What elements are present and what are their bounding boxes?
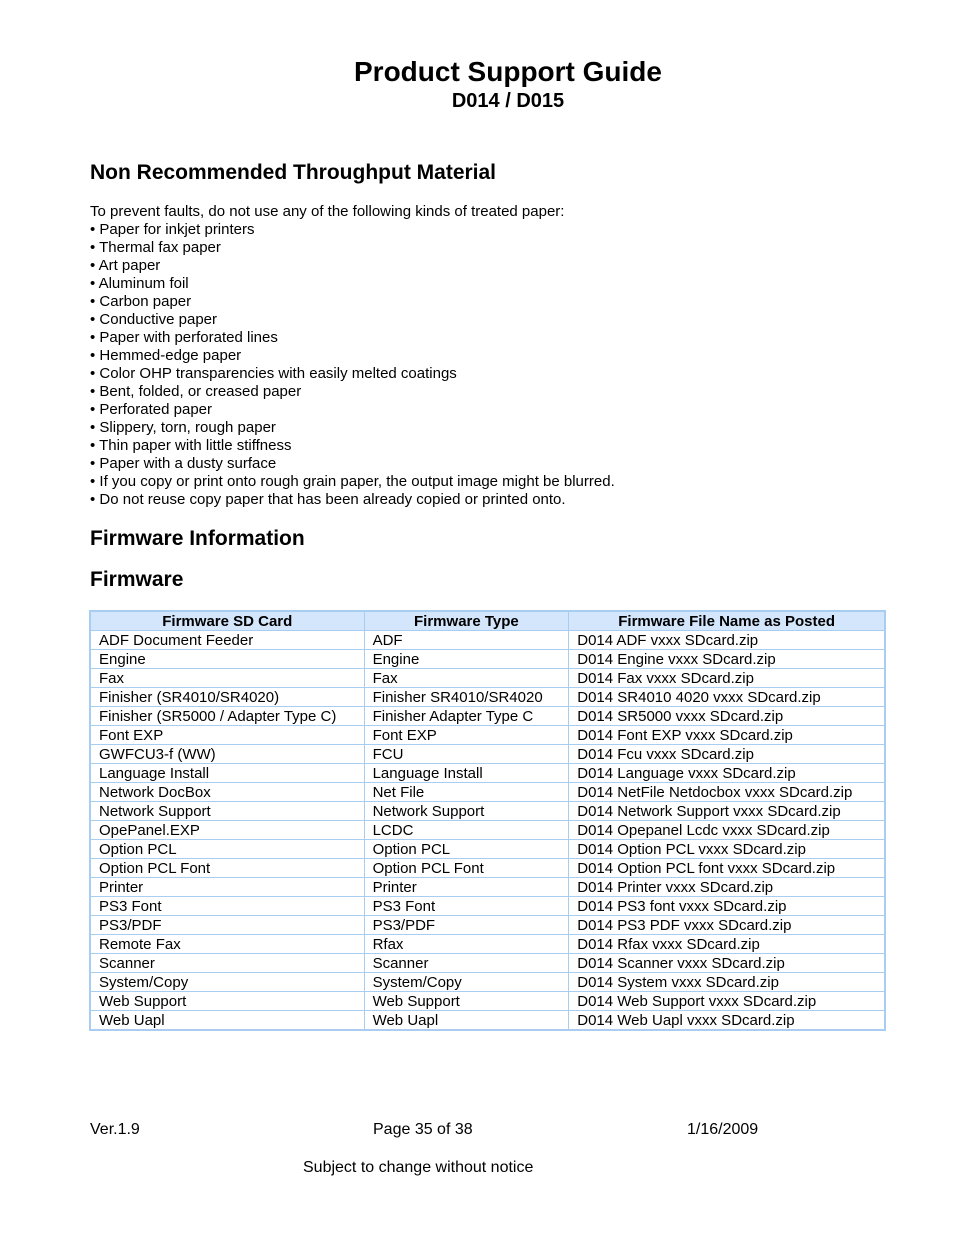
cell-sd-card: OpePanel.EXP	[90, 821, 364, 840]
cell-sd-card: Web Support	[90, 992, 364, 1011]
cell-sd-card: Finisher (SR5000 / Adapter Type C)	[90, 707, 364, 726]
cell-file-name: D014 Option PCL vxxx SDcard.zip	[569, 840, 885, 859]
cell-sd-card: System/Copy	[90, 973, 364, 992]
table-row	[90, 935, 885, 954]
non-recommended-list	[90, 221, 615, 509]
list-item: • Aluminum foil	[90, 275, 189, 292]
cell-file-name: D014 Printer vxxx SDcard.zip	[569, 878, 885, 897]
table-row	[90, 726, 885, 745]
list-item: • Perforated paper	[90, 401, 212, 418]
table-row	[90, 916, 885, 935]
table-row	[90, 745, 885, 764]
cell-firmware-type: Fax	[364, 669, 569, 688]
footer-date: 1/16/2009	[687, 1121, 759, 1138]
page-subtitle: D014 / D015	[451, 90, 565, 112]
cell-sd-card: Finisher (SR4010/SR4020)	[90, 688, 364, 707]
table-row	[90, 954, 885, 973]
cell-file-name: D014 Fax vxxx SDcard.zip	[569, 669, 885, 688]
cell-sd-card: PS3/PDF	[90, 916, 364, 935]
cell-firmware-type: Scanner	[364, 954, 569, 973]
cell-file-name: D014 Option PCL font vxxx SDcard.zip	[569, 859, 885, 878]
cell-sd-card: Fax	[90, 669, 364, 688]
cell-file-name: D014 Opepanel Lcdc vxxx SDcard.zip	[569, 821, 885, 840]
cell-firmware-type: Finisher SR4010/SR4020	[364, 688, 569, 707]
cell-firmware-type: System/Copy	[364, 973, 569, 992]
list-item: • Slippery, torn, rough paper	[90, 419, 276, 436]
cell-file-name: D014 Engine vxxx SDcard.zip	[569, 650, 885, 669]
list-item: • Color OHP transparencies with easily melted coatings	[90, 365, 457, 382]
firmware-table-body	[90, 631, 885, 1031]
list-item: • Thermal fax paper	[90, 239, 221, 256]
cell-firmware-type: Language Install	[364, 764, 569, 783]
cell-file-name: D014 ADF vxxx SDcard.zip	[569, 631, 885, 650]
cell-firmware-type: Rfax	[364, 935, 569, 954]
cell-sd-card: Remote Fax	[90, 935, 364, 954]
cell-firmware-type: Net File	[364, 783, 569, 802]
table-row	[90, 859, 885, 878]
table-row	[90, 840, 885, 859]
cell-sd-card: Language Install	[90, 764, 364, 783]
column-header-file-name: Firmware File Name as Posted	[569, 611, 885, 631]
table-row	[90, 764, 885, 783]
cell-file-name: D014 Language vxxx SDcard.zip	[569, 764, 885, 783]
cell-sd-card: Printer	[90, 878, 364, 897]
page-title: Product Support Guide	[354, 56, 662, 87]
cell-firmware-type: Finisher Adapter Type C	[364, 707, 569, 726]
cell-sd-card: PS3 Font	[90, 897, 364, 916]
cell-file-name: D014 Scanner vxxx SDcard.zip	[569, 954, 885, 973]
table-row	[90, 688, 885, 707]
list-item: • Paper for inkjet printers	[90, 221, 255, 238]
cell-file-name: D014 SR4010 4020 vxxx SDcard.zip	[569, 688, 885, 707]
cell-sd-card: Font EXP	[90, 726, 364, 745]
cell-firmware-type: Network Support	[364, 802, 569, 821]
cell-firmware-type: ADF	[364, 631, 569, 650]
cell-sd-card: Network DocBox	[90, 783, 364, 802]
list-item: • If you copy or print onto rough grain paper, the output image might be blurred.	[90, 473, 615, 490]
list-item: • Conductive paper	[90, 311, 217, 328]
list-item: • Paper with perforated lines	[90, 329, 278, 346]
cell-firmware-type: PS3 Font	[364, 897, 569, 916]
table-row	[90, 821, 885, 840]
cell-file-name: D014 SR5000 vxxx SDcard.zip	[569, 707, 885, 726]
list-item: • Bent, folded, or creased paper	[90, 383, 302, 400]
cell-firmware-type: Option PCL	[364, 840, 569, 859]
table-row	[90, 897, 885, 916]
cell-file-name: D014 PS3 PDF vxxx SDcard.zip	[569, 916, 885, 935]
cell-sd-card: Option PCL	[90, 840, 364, 859]
table-row	[90, 802, 885, 821]
list-item: • Thin paper with little stiffness	[90, 437, 292, 454]
list-item: • Paper with a dusty surface	[90, 455, 277, 472]
table-row	[90, 992, 885, 1011]
cell-firmware-type: Engine	[364, 650, 569, 669]
list-item: • Art paper	[90, 257, 161, 274]
firmware-table	[89, 610, 886, 1031]
cell-file-name: D014 Web Support vxxx SDcard.zip	[569, 992, 885, 1011]
table-row	[90, 1011, 885, 1031]
cell-firmware-type: Font EXP	[364, 726, 569, 745]
cell-firmware-type: Web Support	[364, 992, 569, 1011]
non-recommended-intro: To prevent faults, do not use any of the following kinds of treated paper:	[90, 203, 565, 220]
footer-page-number: Page 35 of 38	[373, 1121, 473, 1138]
cell-sd-card: Web Uapl	[90, 1011, 364, 1031]
cell-firmware-type: Printer	[364, 878, 569, 897]
footer-version: Ver.1.9	[90, 1121, 140, 1138]
table-row	[90, 707, 885, 726]
cell-file-name: D014 Web Uapl vxxx SDcard.zip	[569, 1011, 885, 1031]
cell-sd-card: Network Support	[90, 802, 364, 821]
section-heading-non-recommended: Non Recommended Throughput Material	[90, 161, 497, 184]
cell-firmware-type: LCDC	[364, 821, 569, 840]
cell-file-name: D014 Fcu vxxx SDcard.zip	[569, 745, 885, 764]
section-heading-firmware-information: Firmware Information	[90, 527, 305, 550]
list-item: • Hemmed-edge paper	[90, 347, 242, 364]
table-row	[90, 973, 885, 992]
section-heading-firmware: Firmware	[90, 568, 184, 591]
cell-file-name: D014 System vxxx SDcard.zip	[569, 973, 885, 992]
cell-sd-card: ADF Document Feeder	[90, 631, 364, 650]
cell-file-name: D014 Rfax vxxx SDcard.zip	[569, 935, 885, 954]
cell-file-name: D014 Font EXP vxxx SDcard.zip	[569, 726, 885, 745]
cell-sd-card: Option PCL Font	[90, 859, 364, 878]
table-row	[90, 631, 885, 650]
cell-sd-card: GWFCU3-f (WW)	[90, 745, 364, 764]
cell-firmware-type: Web Uapl	[364, 1011, 569, 1031]
table-row	[90, 783, 885, 802]
table-row	[90, 669, 885, 688]
column-header-firmware-type: Firmware Type	[364, 611, 569, 631]
cell-sd-card: Scanner	[90, 954, 364, 973]
cell-sd-card: Engine	[90, 650, 364, 669]
cell-file-name: D014 NetFile Netdocbox vxxx SDcard.zip	[569, 783, 885, 802]
table-header-row	[90, 611, 885, 631]
table-row	[90, 878, 885, 897]
cell-file-name: D014 Network Support vxxx SDcard.zip	[569, 802, 885, 821]
cell-file-name: D014 PS3 font vxxx SDcard.zip	[569, 897, 885, 916]
footer-notice: Subject to change without notice	[303, 1159, 534, 1176]
table-row	[90, 650, 885, 669]
list-item: • Do not reuse copy paper that has been already copied or printed onto.	[90, 491, 566, 508]
list-item: • Carbon paper	[90, 293, 192, 310]
cell-firmware-type: FCU	[364, 745, 569, 764]
cell-firmware-type: Option PCL Font	[364, 859, 569, 878]
column-header-sd-card: Firmware SD Card	[90, 611, 364, 631]
cell-firmware-type: PS3/PDF	[364, 916, 569, 935]
